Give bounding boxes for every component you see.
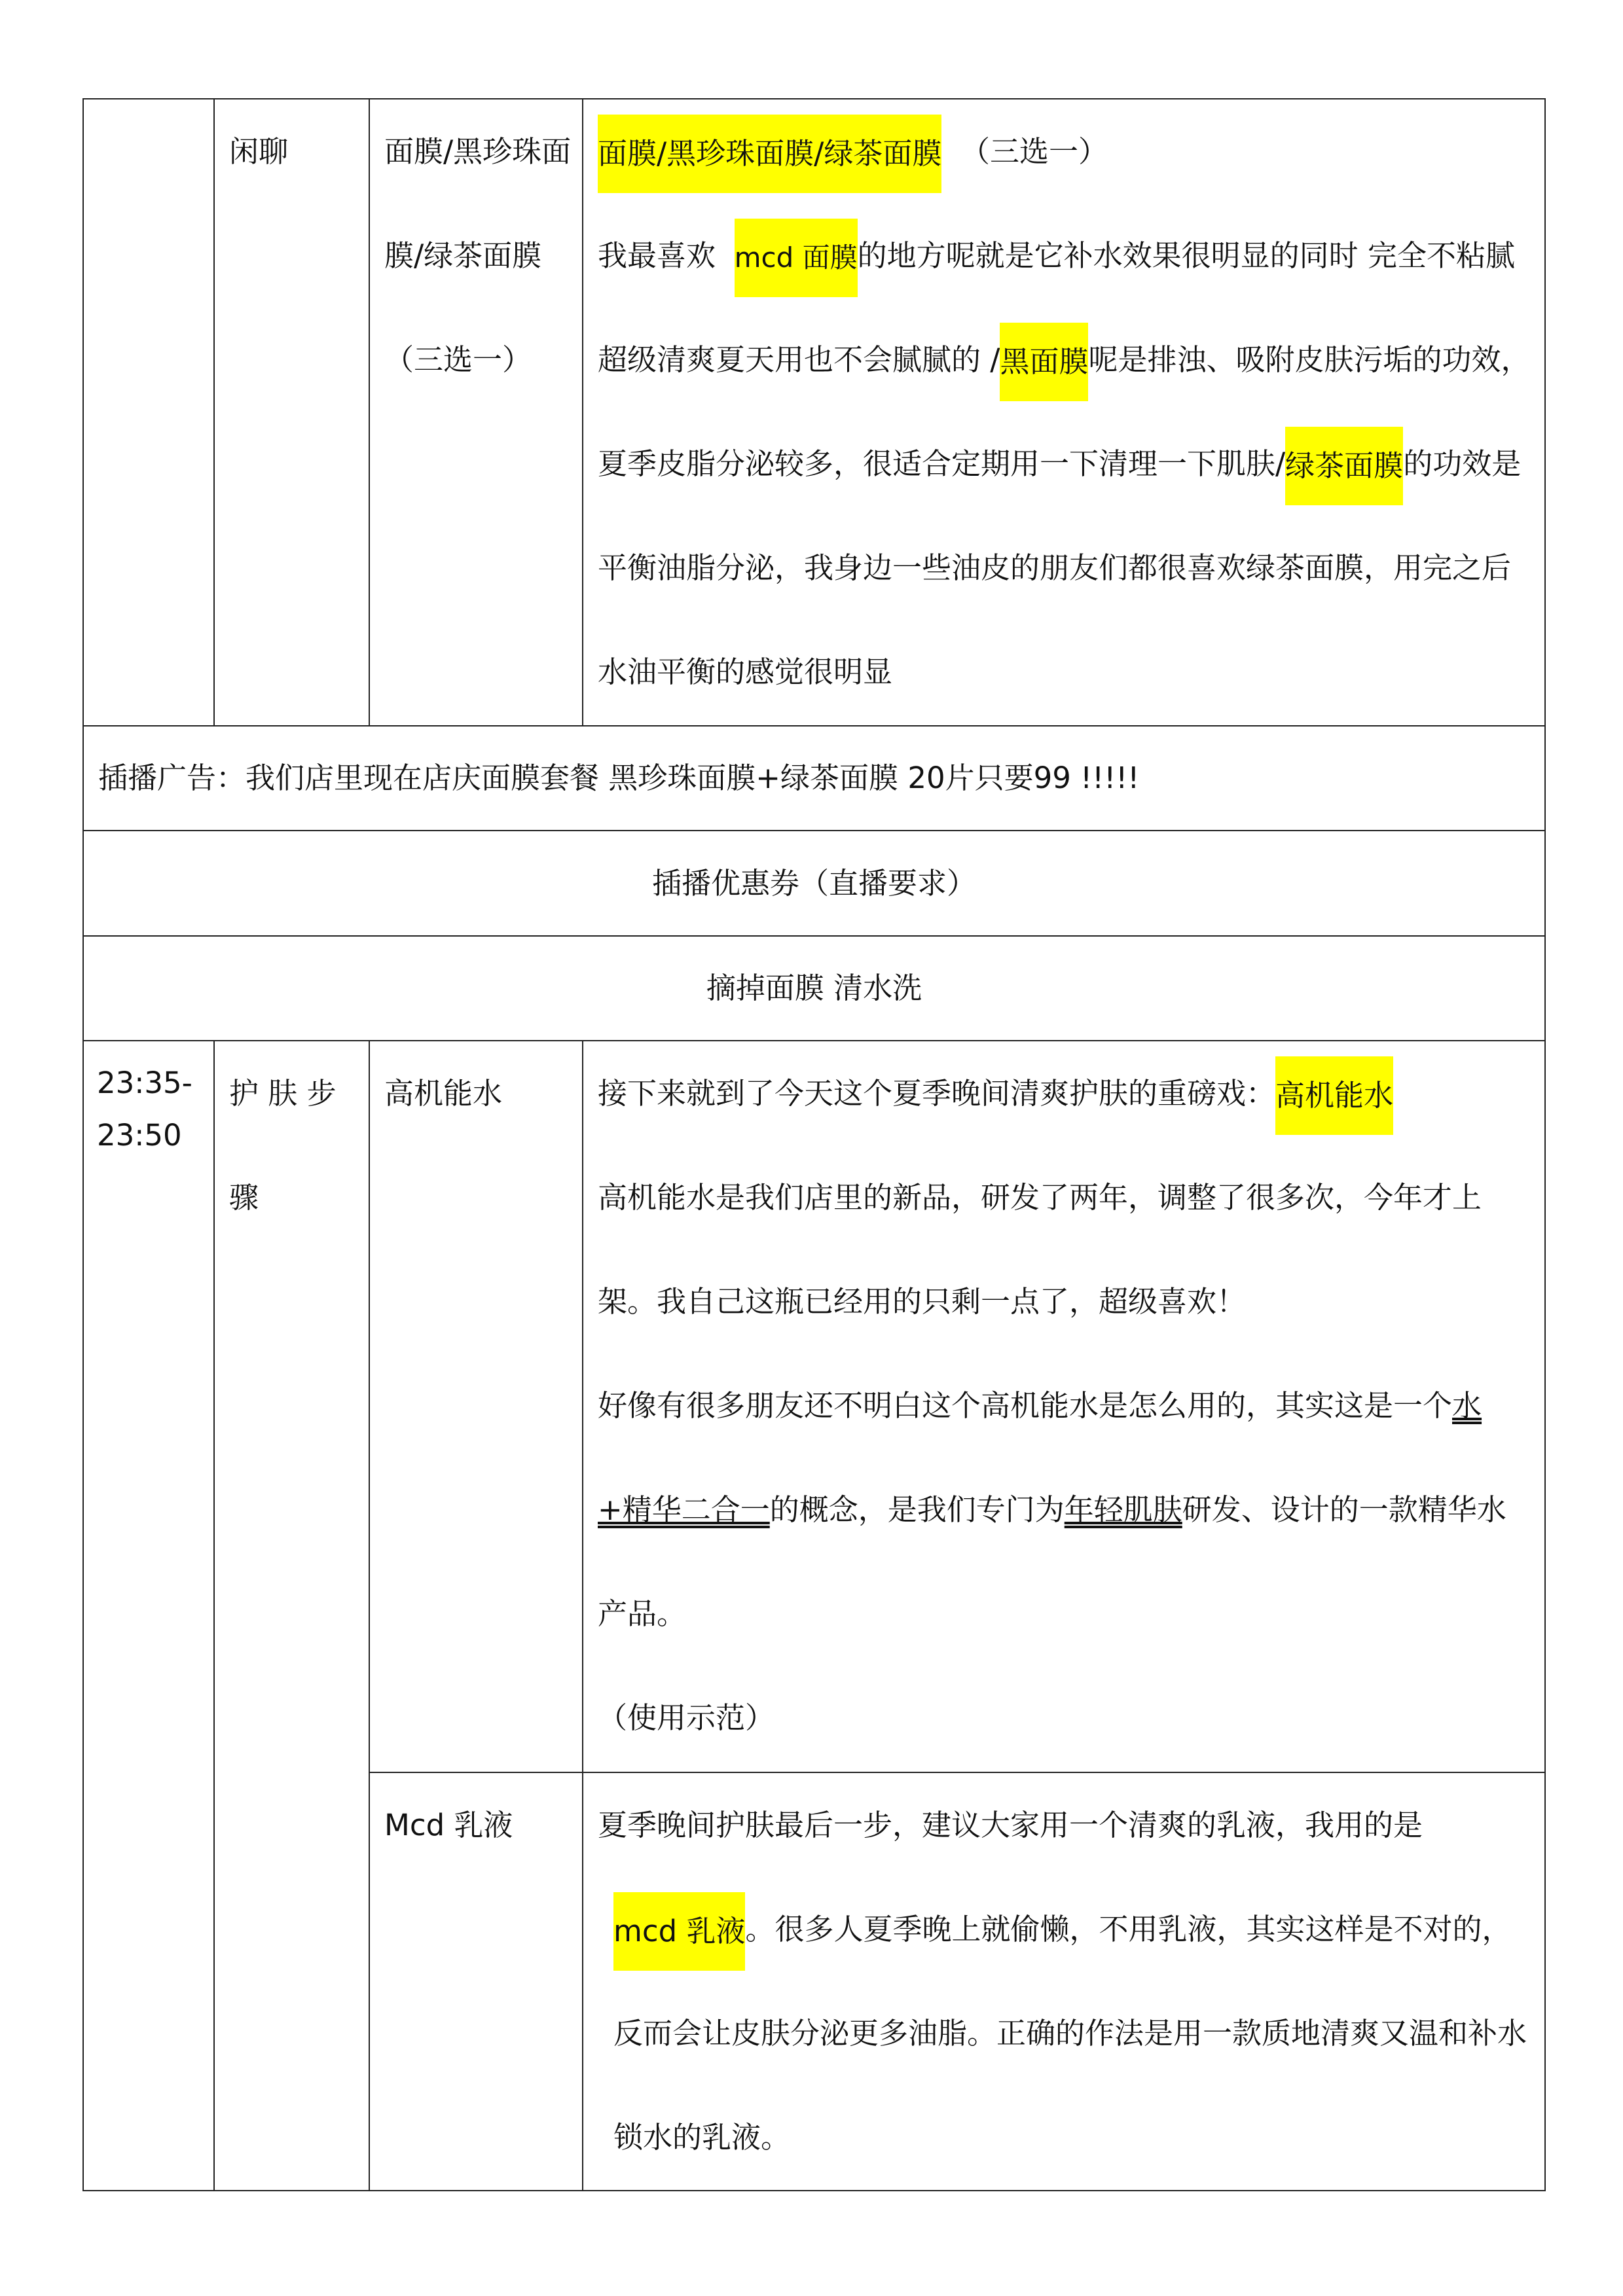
script-paragraph: 夏季晚间护肤最后一步，建议大家用一个清爽的乳液，我用的是	[598, 1807, 1423, 1842]
coupon-row: 插播优惠券（直播要求）	[83, 831, 1545, 935]
highlight: 面膜/黑珍珠面膜/绿茶面膜	[598, 115, 941, 193]
script-paragraph: 高机能水是我们店里的新品，研发了两年，调整了很多次，今年才上架。我自己这瓶已经用的只剩一点了，超级喜欢！	[598, 1180, 1482, 1319]
product-cell: 高机能水	[369, 1041, 583, 1772]
highlight: 高机能水	[1275, 1056, 1393, 1135]
highlight: mcd 乳液	[613, 1892, 745, 1971]
remove-mask-row: 摘掉面膜 清水洗	[83, 936, 1545, 1041]
ad-row: 插播广告：我们店里现在店庆面膜套餐 黑珍珠面膜+绿茶面膜 20片只要99 !!!!!	[83, 726, 1545, 831]
highlight: 黑面膜	[1000, 323, 1088, 401]
table-row	[83, 831, 1545, 935]
script-cell	[583, 1772, 1545, 2191]
script-cell	[583, 99, 1545, 726]
time-cell	[83, 99, 214, 726]
script-cell	[583, 1041, 1545, 1772]
script-heading: 面膜/黑珍珠面膜/绿茶面膜 （三选一）	[598, 99, 1535, 204]
underline: 年轻肌肤	[1064, 1492, 1182, 1528]
category-cell: 护 肤 步 骤	[214, 1041, 369, 2191]
product-cell: Mcd 乳液	[369, 1772, 583, 2191]
table-row	[83, 99, 1545, 726]
table-row	[83, 936, 1545, 1041]
script-paragraph: 好像有很多朋友还不明白这个高机能水是怎么用的，其实这是一个水+精华二合一的概念，是我们专门为年轻肌肤研发、设计的一款精华水产品。	[598, 1388, 1506, 1632]
category-cell: 闲聊	[214, 99, 369, 726]
time-cell: 23:35-23:50	[83, 1041, 214, 2191]
highlight: mcd 面膜	[735, 219, 858, 297]
highlight: 绿茶面膜	[1285, 427, 1403, 505]
underline: 水+精华二合一	[598, 1388, 1482, 1528]
script-paragraph: mcd 乳液。很多人夏季晚上就偷懒，不用乳液，其实这样是不对的，反而会让皮肤分泌更多油脂。正确的作法是用一款质地清爽又温和补水锁水的乳液。	[598, 1877, 1535, 2189]
table-row	[83, 1041, 1545, 1772]
script-table	[82, 98, 1546, 2191]
script-paragraph: 接下来就到了今天这个夏季晚间清爽护肤的重磅戏：高机能水	[598, 1041, 1535, 1145]
table-row	[83, 726, 1545, 831]
product-cell: 面膜/黑珍珠面膜/绿茶面膜（三选一）	[369, 99, 583, 726]
script-paragraph: （使用示范）	[598, 1700, 775, 1736]
script-paragraph: 我最喜欢 mcd 面膜的地方呢就是它补水效果很明显的同时 完全不粘腻 超级清爽夏天用也不会腻腻的 /黑面膜呢是排浊、吸附皮肤污垢的功效，夏季皮脂分泌较多，很适合定期用一下清理一下肌肤/绿茶面膜的功效是平衡油脂分泌，我身边一些油皮的朋友们都很喜欢绿茶面膜，用完之后水油平衡的感觉很明显	[598, 204, 1535, 724]
